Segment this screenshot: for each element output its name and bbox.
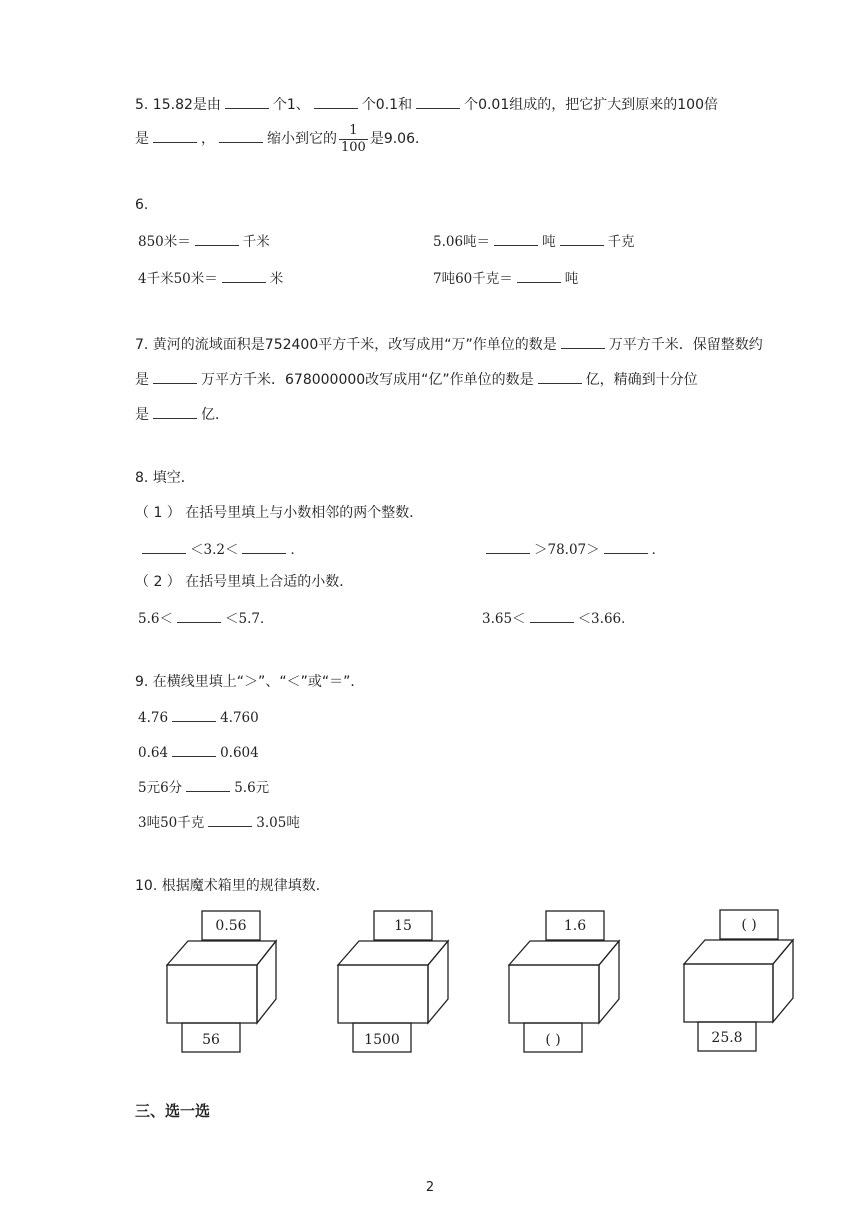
answer-blank[interactable] <box>208 812 252 827</box>
q9-row <box>138 812 300 833</box>
magic-box <box>167 911 276 1052</box>
q8-text: 3.65＜ <box>482 611 526 627</box>
answer-blank[interactable] <box>561 334 605 349</box>
q6-text: 米 <box>269 271 284 287</box>
box-output-value[interactable]: ( ) <box>545 1032 561 1048</box>
q5-text: 缩小到它的 <box>267 131 337 147</box>
box-front-face <box>338 965 428 1023</box>
q7-text: 是 <box>135 372 149 388</box>
q9-right: 4.760 <box>220 710 259 726</box>
answer-blank[interactable] <box>494 231 538 246</box>
answer-blank[interactable] <box>416 94 460 109</box>
q5-text: 个0.1和 <box>361 97 413 113</box>
answer-blank[interactable] <box>225 94 269 109</box>
box-side-face <box>428 941 448 1023</box>
answer-blank[interactable] <box>242 539 286 554</box>
q9-row <box>138 707 259 728</box>
answer-blank[interactable] <box>153 404 197 419</box>
q8-part1: （ 1 ） 在括号里填上与小数相邻的两个整数． <box>135 505 424 521</box>
answer-blank[interactable] <box>172 742 216 757</box>
answer-blank[interactable] <box>314 94 358 109</box>
fraction-numerator: 1 <box>339 123 368 140</box>
q9-left: 5元6分 <box>138 780 183 796</box>
q6-text: 吨 <box>542 234 556 250</box>
q7-text: 亿． <box>201 407 229 423</box>
answer-blank[interactable] <box>486 539 530 554</box>
answer-blank[interactable] <box>195 231 239 246</box>
q9-left: 3吨50千克 <box>138 815 205 831</box>
box-output-value: 25.8 <box>711 1030 743 1046</box>
q6-item-b <box>433 231 635 252</box>
box-output-value: 1500 <box>364 1032 400 1048</box>
q8-text: 5.6＜ <box>138 611 173 627</box>
q6-item-d <box>433 268 578 289</box>
q9-right: 0.604 <box>220 745 259 761</box>
q6-text: 千米 <box>242 234 270 250</box>
q8-text: ＜3.66． <box>577 611 635 627</box>
q7-line1 <box>135 334 763 355</box>
q9-right: 3.05吨 <box>256 815 300 831</box>
box-input-value: 0.56 <box>215 918 247 934</box>
q7-line3 <box>135 404 229 425</box>
q9-left: 0.64 <box>138 745 169 761</box>
q5-text: 是 <box>135 131 149 147</box>
fraction <box>339 123 368 156</box>
q6-item-a <box>138 231 270 252</box>
magic-box <box>509 911 619 1052</box>
q8-part2: （ 2 ） 在括号里填上合适的小数． <box>135 574 354 590</box>
q6-text: 7吨60千克＝ <box>433 271 513 287</box>
q8-item-b <box>482 539 665 560</box>
answer-blank[interactable] <box>186 777 230 792</box>
answer-blank[interactable] <box>560 231 604 246</box>
answer-blank[interactable] <box>538 369 582 384</box>
q8-text: ． <box>290 542 304 558</box>
q8-item-a <box>138 539 304 560</box>
q9-row <box>138 742 259 763</box>
box-input-value: 1.6 <box>563 918 587 934</box>
page-number: 2 <box>425 1180 435 1195</box>
magic-boxes-figure <box>0 905 860 1065</box>
box-front-face <box>167 965 257 1023</box>
q5-text: 5. 15.82是由 <box>135 97 221 113</box>
answer-blank[interactable] <box>172 707 216 722</box>
q5-text: 个0.01组成的，把它扩大到原来的100倍 <box>464 97 718 113</box>
magic-box <box>684 910 793 1051</box>
q5-line1 <box>135 94 718 115</box>
box-input-value[interactable]: ( ) <box>741 917 757 933</box>
q8-item-c <box>138 608 273 629</box>
q7-line2 <box>135 369 698 390</box>
answer-blank[interactable] <box>517 268 561 283</box>
q9-right: 5.6元 <box>234 780 270 796</box>
q7-text: 7. 黄河的流域面积是752400平方千米，改写成用“万”作单位的数是 <box>135 337 557 353</box>
q8-text: ＜5.7． <box>224 611 274 627</box>
answer-blank[interactable] <box>153 128 197 143</box>
box-side-face <box>599 941 619 1023</box>
q9-row <box>138 777 269 798</box>
answer-blank[interactable] <box>142 539 186 554</box>
q5-text: 是9.06． <box>369 131 429 147</box>
q6-text: 4千米50米＝ <box>138 271 218 287</box>
q7-text: 万平方千米．保留整数约 <box>608 337 763 353</box>
section-heading: 三、选一选 <box>135 1102 211 1120</box>
answer-blank[interactable] <box>219 128 263 143</box>
answer-blank[interactable] <box>153 369 197 384</box>
q6-text: 850米＝ <box>138 234 191 250</box>
box-output-value: 56 <box>202 1032 220 1048</box>
answer-blank[interactable] <box>604 539 648 554</box>
q6-item-c <box>138 268 283 289</box>
magic-box <box>338 911 448 1052</box>
box-front-face <box>684 964 773 1022</box>
q5-line2 <box>135 122 429 156</box>
q7-text: 是 <box>135 407 149 423</box>
answer-blank[interactable] <box>530 608 574 623</box>
q9-head: 9. 在横线里填上“＞”、“＜”或“＝”． <box>135 674 365 690</box>
q8-head: 8. 填空． <box>135 470 195 486</box>
q7-text: 万平方千米．678000000改写成用“亿”作单位的数是 <box>201 372 534 388</box>
q8-text: ＞78.07＞ <box>534 542 600 558</box>
answer-blank[interactable] <box>222 268 266 283</box>
q6-text: 吨 <box>564 271 579 287</box>
q8-text: ＜3.2＜ <box>190 542 239 558</box>
q9-left: 4.76 <box>138 710 169 726</box>
q6-head: 6. <box>135 197 149 213</box>
q10-head: 10. 根据魔术箱里的规律填数． <box>135 878 330 894</box>
q5-text: ， <box>201 131 215 147</box>
box-input-value: 15 <box>394 918 412 934</box>
box-side-face <box>257 941 276 1023</box>
q8-text: ． <box>651 542 666 558</box>
q8-item-d <box>482 608 635 629</box>
q5-text: 个1、 <box>272 97 310 113</box>
q6-text: 5.06吨＝ <box>433 234 491 250</box>
q7-text: 亿，精确到十分位 <box>585 372 698 388</box>
box-front-face <box>509 965 599 1023</box>
fraction-denominator: 100 <box>341 139 366 155</box>
box-side-face <box>773 940 793 1022</box>
answer-blank[interactable] <box>177 608 221 623</box>
q6-text: 千克 <box>607 234 635 250</box>
